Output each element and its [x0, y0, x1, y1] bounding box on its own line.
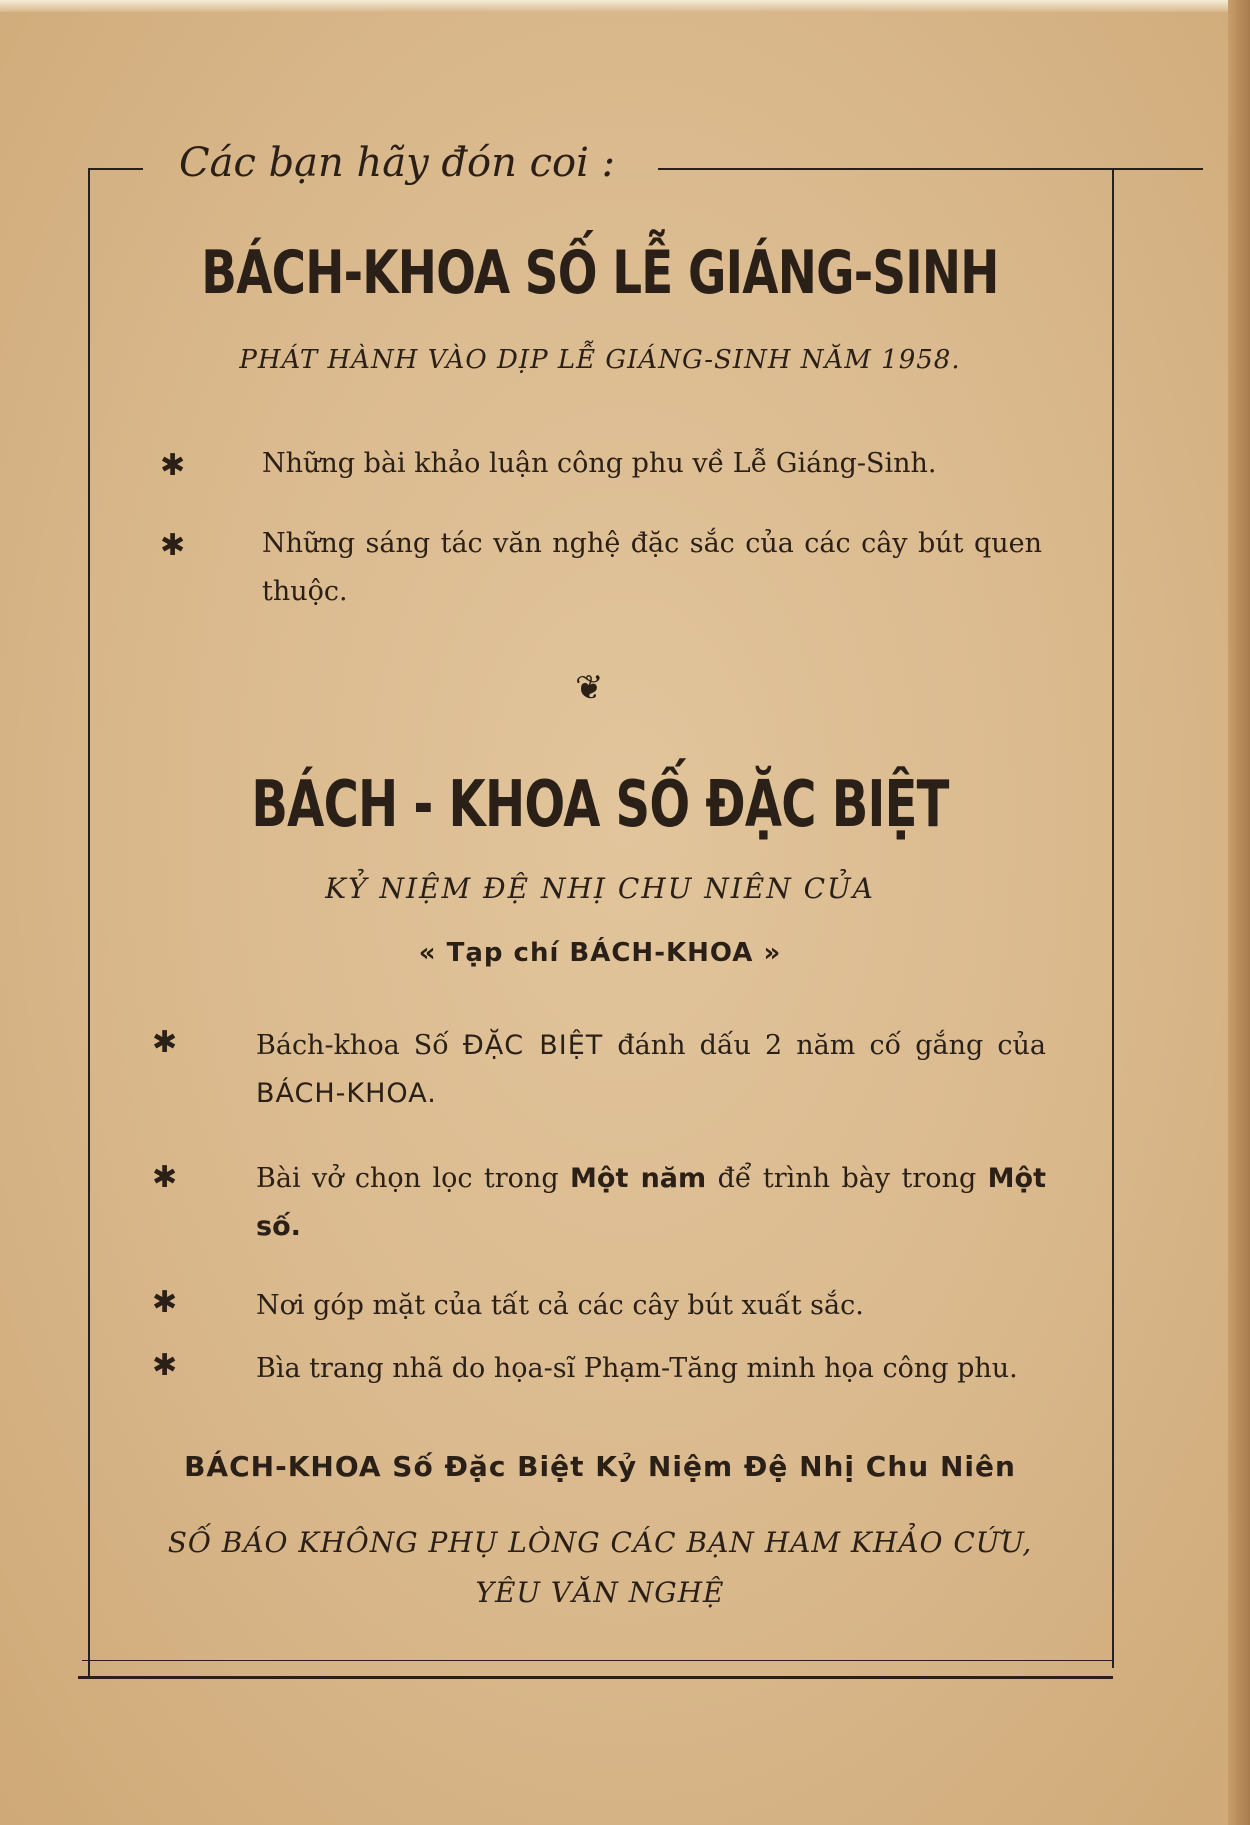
christmas-issue-title: BÁCH-KHOA SỐ LỄ GIÁNG-SINH — [201, 238, 999, 308]
star-bullet-icon: ✱ — [152, 1348, 178, 1383]
christmas-item-1: Những bài khảo luận công phu về Lễ Giáng-Sinh. — [262, 448, 937, 479]
special-item-1-text: Bách-khoa Số — [256, 1030, 463, 1061]
special-item-2 — [256, 1155, 1046, 1251]
special-item-2-bold: Một năm — [570, 1163, 707, 1194]
footer-tagline — [0, 1518, 1200, 1618]
special-item-2-bold2: Một số. — [256, 1163, 1046, 1242]
special-item-1-caps: ĐẶC BIỆT — [462, 1030, 604, 1061]
special-item-1-caps2: BÁCH-KHOA. — [256, 1078, 437, 1109]
star-bullet-icon: ✱ — [160, 528, 186, 563]
footer-tagline-line1: SỐ BÁO KHÔNG PHỤ LÒNG CÁC BẠN HAM KHẢO CỨU, — [167, 1526, 1033, 1559]
star-bullet-icon: ✱ — [160, 448, 186, 483]
special-issue-subtitle: KỶ NIỆM ĐỆ NHỊ CHU NIÊN CỦA — [325, 872, 875, 905]
footer-headline: BÁCH-KHOA Số Đặc Biệt Kỷ Niệm Đệ Nhị Chu Niên — [184, 1450, 1016, 1483]
frame-bottom-rule — [78, 1676, 1113, 1679]
special-item-2-text-post: để trình bày trong — [706, 1163, 988, 1194]
christmas-issue-subtitle: PHÁT HÀNH VÀO DỊP LỄ GIÁNG-SINH NĂM 1958. — [239, 345, 961, 375]
star-bullet-icon: ✱ — [152, 1160, 178, 1195]
special-item-4: Bìa trang nhã do họa-sĩ Phạm-Tăng minh họa công phu. — [256, 1353, 1018, 1384]
special-item-3: Nơi góp mặt của tất cả các cây bút xuất sắc. — [256, 1290, 864, 1321]
special-item-2-text: Bài vở chọn lọc trong — [256, 1163, 571, 1194]
star-bullet-icon: ✱ — [152, 1285, 178, 1320]
frame-right-rule — [1112, 168, 1114, 1668]
special-item-1-text-post: đánh dấu 2 năm cố gắng của — [603, 1030, 1046, 1061]
intro-text: Các bạn hãy đón coi : — [179, 140, 616, 186]
footer-tagline-line2: YÊU VĂN NGHỆ — [475, 1576, 725, 1609]
page-right-edge — [1228, 0, 1250, 1825]
christmas-item-2: Những sáng tác văn nghệ đặc sắc của các cây bút quen thuộc. — [262, 528, 1042, 607]
frame-bottom-thin-rule — [82, 1660, 1112, 1661]
star-bullet-icon: ✱ — [152, 1025, 178, 1060]
magazine-name: « Tạp chí BÁCH-KHOA » — [418, 938, 782, 968]
floral-ornament-icon: ❦ — [575, 668, 604, 708]
page-top-edge — [0, 0, 1250, 12]
special-item-1 — [256, 1022, 1046, 1118]
special-issue-title: BÁCH - KHOA SỐ ĐẶC BIỆT — [251, 768, 949, 842]
